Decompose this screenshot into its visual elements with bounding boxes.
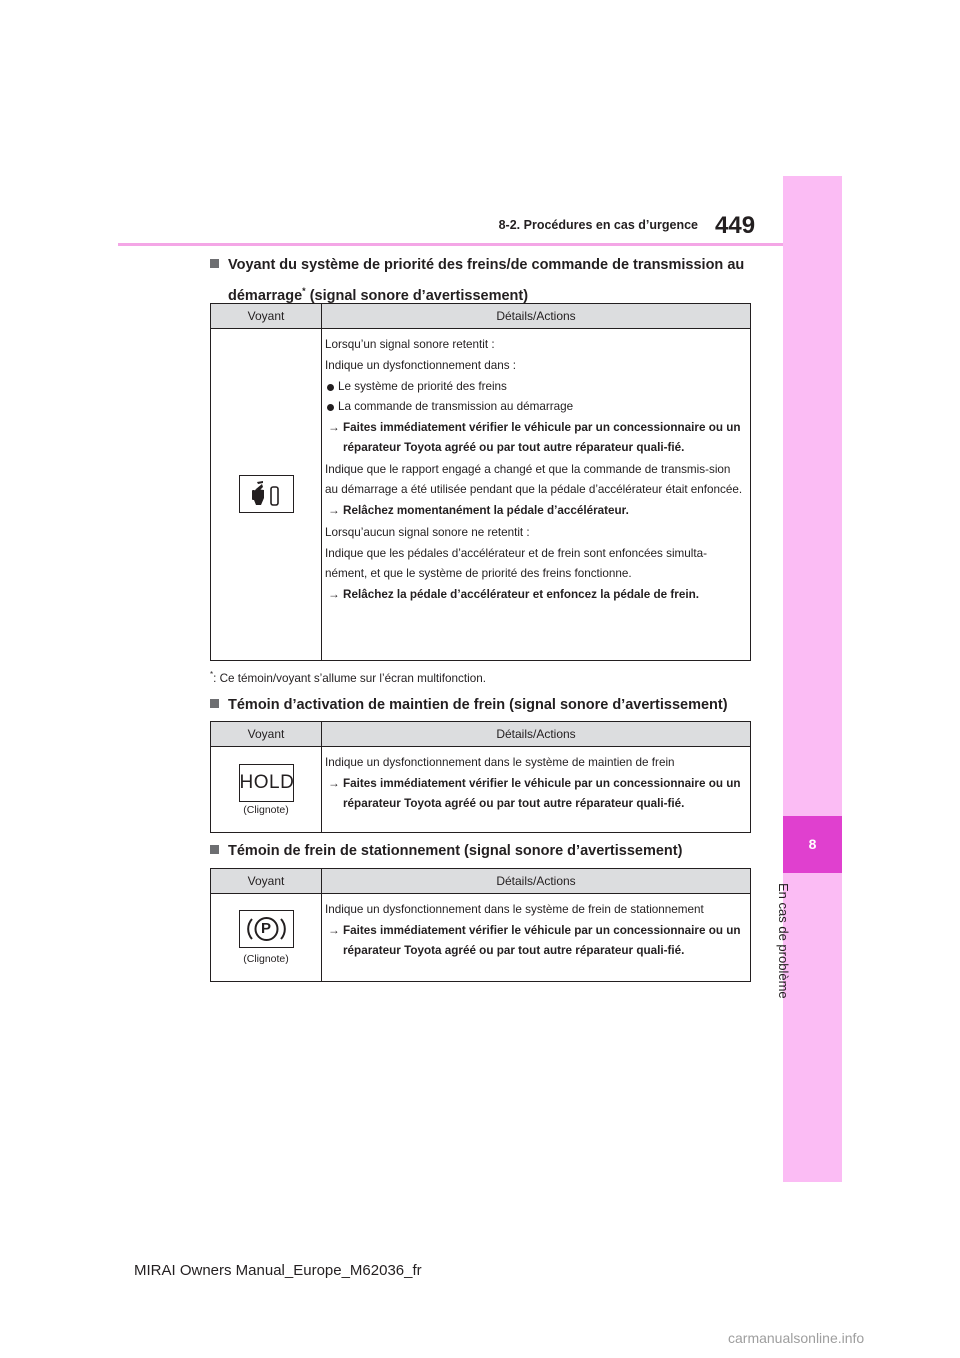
indicator-table-brake-override [210,303,751,661]
section-heading-brake-override: Voyant du système de priorité des freins/de commande de transmission au démarrage* (signal sonore d’avertissement) [210,252,770,309]
brake-override-pedal-icon [239,475,294,513]
action-item: → Faites immédiatement vérifier le véhicule par un concessionnaire ou un réparateur Toyota agréé ou par tout autre réparateur quali-fié. [325,774,746,814]
footer-document-id: MIRAI Owners Manual_Europe_M62036_fr [134,1262,422,1279]
blink-caption: (Clignote) [243,803,289,816]
chapter-label: En cas de problème [776,883,791,999]
action-item: → Faites immédiatement vérifier le véhicule par un concessionnaire ou un réparateur Toyota agréé ou par tout autre réparateur quali-fié. [325,418,746,458]
indicator-table-brake-hold [210,721,751,833]
heading-square-icon [210,845,219,854]
section-heading-parking-brake: Témoin de frein de stationnement (signal sonore d’avertissement) [210,838,682,864]
detail-line: Lorsqu’aucun signal sonore ne retentit : [325,526,530,539]
col-header-indicator: Voyant [211,722,322,747]
hold-indicator-icon: HOLD [239,764,294,802]
details-cell [322,329,751,661]
indicator-table-parking-brake [210,868,751,982]
col-header-details: Détails/Actions [322,722,751,747]
details-cell [322,747,751,833]
detail-line: Indique un dysfonctionnement dans le système de maintien de frein [325,756,675,769]
col-header-indicator: Voyant [211,304,322,329]
watermark: carmanualsonline.info [728,1330,865,1346]
action-item: → Relâchez la pédale d’accélérateur et enfoncez la pédale de frein. [325,585,746,605]
indicator-cell [211,747,322,833]
indicator-cell [211,894,322,982]
arrow-icon: → [328,588,340,601]
section-title: 8-2. Procédures en cas d’urgence [498,218,698,232]
col-header-indicator: Voyant [211,869,322,894]
header-rule [118,243,783,246]
page-number: 449 [715,212,756,239]
detail-line: Indique un dysfonctionnement dans : [325,359,517,372]
action-item: → Relâchez momentanément la pédale d’accélérateur. [325,501,746,521]
arrow-icon: → [328,504,340,517]
section-heading-brake-hold: Témoin d’activation de maintien de frein (signal sonore d’avertissement) [210,692,728,718]
col-header-details: Détails/Actions [322,304,751,329]
parking-brake-icon: P [239,910,294,948]
detail-line: Indique que les pédales d’accélérateur et de frein sont enfoncées simulta-nément, et que le système de priorité des freins fonctionne. [325,547,708,580]
col-header-details: Détails/Actions [322,869,751,894]
detail-line: Indique que le rapport engagé a changé et que la commande de transmis-sion au démarrage a été utilisée pendant que la pédale d’accélérateur était enfoncée. [325,463,743,496]
bullet-item: La commande de transmission au démarrage [325,397,746,417]
detail-line: Lorsqu’un signal sonore retentit : [325,338,495,351]
chapter-side-strip [776,176,842,1182]
chapter-number: 8 [808,836,817,852]
footnote: *: Ce témoin/voyant s’allume sur l’écran multifonction. [210,670,486,685]
heading-square-icon [210,259,219,268]
bullet-item: Le système de priorité des freins [325,377,746,397]
details-cell [322,894,751,982]
action-item: → Faites immédiatement vérifier le véhicule par un concessionnaire ou un réparateur Toyota agréé ou par tout autre réparateur quali-fié. [325,921,746,961]
arrow-icon: → [328,777,340,790]
heading-square-icon [210,699,219,708]
detail-line: Indique un dysfonctionnement dans le système de frein de stationnement [325,903,704,916]
arrow-icon: → [328,421,340,434]
indicator-cell [211,329,322,661]
arrow-icon: → [328,924,340,937]
blink-caption: (Clignote) [243,953,289,965]
